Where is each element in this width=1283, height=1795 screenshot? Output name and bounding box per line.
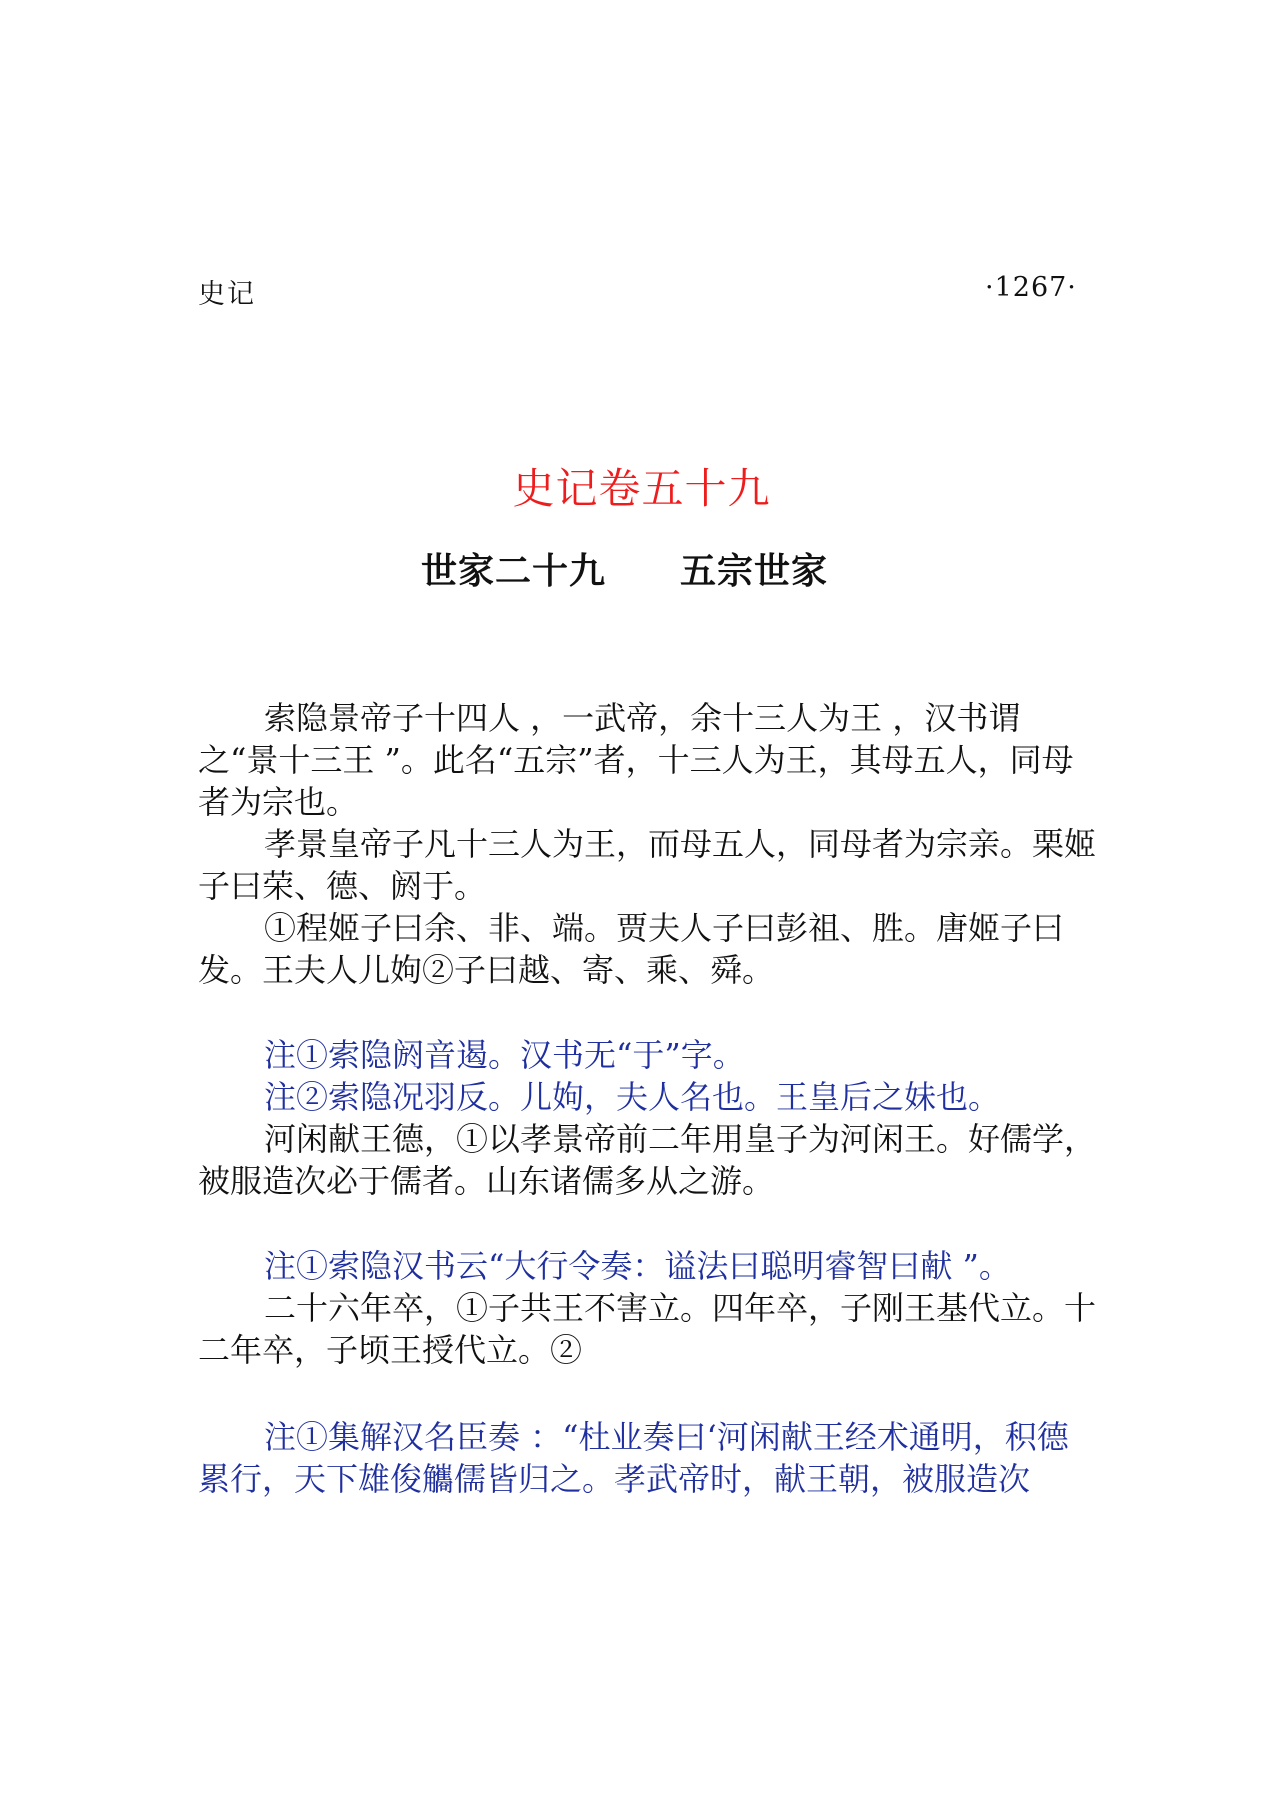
notes-block-2: [198, 1245, 1098, 1371]
running-head-title: 史记: [198, 279, 256, 310]
paragraph-succession: 二十六年卒，①子共王不害立。四年卒，子刚王基代立。十二年卒，子顷王授代立。②: [198, 1289, 1097, 1369]
intro-block: [198, 697, 1098, 991]
paragraph-sons-list: 孝景皇帝子凡十三人为王，而母五人，同母者为宗亲。栗姬子曰荣、德、阏于。: [198, 825, 1097, 905]
paragraph-mothers-list: ①程姬子曰余、非、端。贾夫人子曰彭祖、胜。唐姬子曰发。王夫人儿姁②子曰越、寄、乘、舜。: [198, 909, 1065, 989]
page-number: ·1267·: [985, 272, 1077, 303]
volume-title: 史记卷五十九: [512, 464, 771, 513]
notes-block-1: [198, 1034, 1098, 1202]
footnote: 注①集解汉名臣奏 ：“杜业奏曰‘河闲献王经术通明，积德累行，天下雄俊觿儒皆归之。孝武帝时，献王朝，被服造次: [198, 1418, 1069, 1498]
chapter-title: 世家二十九 五宗世家: [421, 551, 829, 592]
notes-block-3: [198, 1416, 1098, 1500]
paragraph-hejian-xianwang: 河闲献王德，①以孝景帝前二年用皇子为河闲王。好儒学，被服造次必于儒者。山东诸儒多从之游。: [198, 1120, 1097, 1200]
footnote: 注①索隐阏音遏。汉书无“于”字。: [264, 1036, 745, 1074]
footnote: 注①索隐汉书云“大行令奏：谥法曰聪明睿智曰献 ”。: [264, 1247, 1011, 1285]
footnote: 注②索隐况羽反。儿姁，夫人名也。王皇后之妹也。: [264, 1078, 1001, 1116]
paragraph-suoyin-intro: 索隐景帝子十四人 ，一武帝，余十三人为王 ，汉书谓之“景十三王 ”。此名“五宗”者，十三人为王，其母五人，同母者为宗也。: [198, 699, 1074, 821]
